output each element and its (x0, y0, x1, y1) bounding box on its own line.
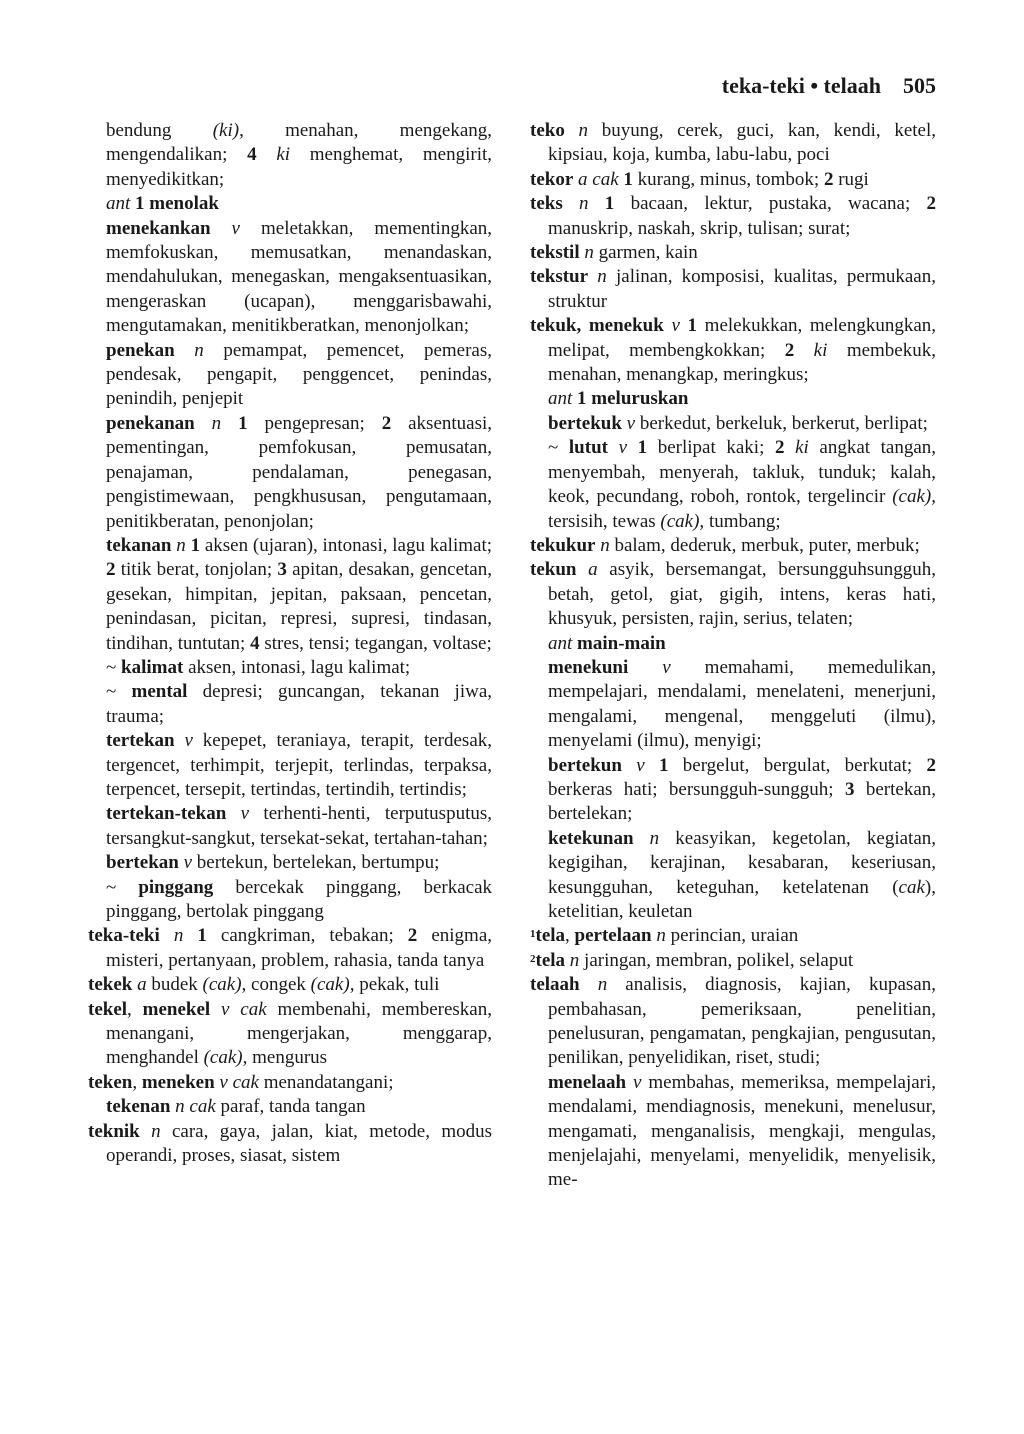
definition-text (565, 120, 579, 141)
label: n (597, 266, 607, 288)
label: ant (548, 388, 573, 410)
label: v cak (219, 1071, 259, 1093)
definition-text: congek (246, 974, 311, 996)
headword: tekun (530, 559, 577, 581)
definition-text: budek (146, 974, 203, 996)
definition-text: aksen, intonasi, lagu kalimat; (183, 656, 411, 678)
dictionary-entry (530, 827, 936, 925)
label: n (173, 925, 184, 947)
headword: tekek (88, 974, 133, 996)
definition-text (175, 340, 195, 361)
headword: penekanan (106, 412, 195, 434)
definition-text (210, 999, 221, 1020)
definition-text: bendung (106, 120, 213, 141)
headword: bertekan (106, 852, 179, 874)
headword: teken (88, 1071, 133, 1093)
definition-text: kurang, minus, tombok; (632, 168, 824, 190)
headword: 2 (407, 925, 418, 947)
dictionary-entry (530, 973, 936, 1071)
label: ki (813, 339, 828, 361)
definition-text (628, 657, 662, 678)
dictionary-entry (88, 851, 492, 875)
headword: 2 (381, 412, 392, 434)
label: ant (106, 193, 131, 215)
headword: tekstil (530, 242, 580, 264)
headword: lutut (568, 437, 608, 459)
headword: 1 (687, 315, 698, 337)
definition-text: melekukkan, melengkungkan, melipat, membengkokkan; (548, 315, 937, 361)
definition-text (580, 974, 598, 995)
definition-text: apitan, desakan, gencetan, gesekan, himpitan, jepitan, paksaan, pencetan, penindasan, picitan, represi, supresi, tindasan, tindihan, tuntutan; (106, 559, 492, 654)
headword: teknik (88, 1120, 140, 1142)
definition-text: cangkriman, tebakan; (206, 925, 408, 947)
definition-text (226, 803, 240, 824)
definition-text: bacaan, lektur, pustaka, wacana; (614, 193, 927, 215)
definition-text (257, 144, 277, 165)
definition-text: membenahi, membereskan, menangani, mengerjakan, menggarap, menghandel (106, 998, 492, 1069)
definition-text: paraf, tanda tangan (215, 1096, 366, 1118)
headword: 1 (658, 754, 669, 776)
page-number: 505 (903, 73, 936, 98)
label: v (626, 412, 636, 434)
left-column (88, 119, 492, 1168)
definition-text: rugi (833, 168, 869, 190)
definition-text: bertekan, bertelekan; (548, 778, 936, 825)
definition-text (140, 1121, 151, 1142)
headword: bertekuk (548, 412, 622, 434)
dictionary-entry (530, 265, 936, 314)
dictionary-entry (530, 412, 936, 436)
label: v (633, 1071, 642, 1093)
definition-text: tumbang; (704, 510, 781, 532)
headword: 1 meluruskan (577, 388, 689, 410)
definition-text (221, 413, 238, 434)
definition-text (626, 1072, 633, 1093)
headword: 2 (926, 193, 937, 215)
definition-text: menghemat, mengirit, menyedikitkan; (106, 144, 492, 190)
definition-text: balam, dederuk, merbuk, puter, merbuk; (609, 534, 920, 556)
dictionary-entry (530, 1071, 936, 1193)
definition-text: aksentuasi, pementingan, pemfokusan, pemusatan, penajaman, pendalaman, penegasan, pengistimewaan, pengkhususan, pengutamaan, penitikberatan, penonjolan; (106, 412, 493, 532)
label: n (176, 534, 186, 556)
definition-text: titik berat, tonjolan; (115, 559, 278, 581)
definition-text: meletakkan, mementingkan, memfokuskan, memusatkan, menandaskan, mendahulukan, menegaskan, mengaksentuasikan, mengeraskan (ucapan), menggarisbawahi, mengutamakan, menitikberatkan, menonjolkan; (106, 217, 492, 337)
definition-text: berkeras hati; bersungguh-sungguh; (548, 778, 845, 800)
dictionary-entry (88, 998, 492, 1071)
definition-text (634, 828, 650, 849)
label: (cak), (310, 974, 355, 996)
label: v cak (221, 998, 267, 1020)
definition-text: pengepresan; (247, 412, 382, 434)
dictionary-entry (88, 680, 492, 729)
label: v (231, 217, 240, 239)
label: n (600, 534, 610, 556)
label: n (194, 339, 204, 361)
headword: ketekunan (548, 827, 634, 849)
dictionary-entry (530, 558, 936, 631)
definition-text (211, 218, 232, 239)
dictionary-entry (88, 876, 492, 925)
headword: 1 (637, 437, 648, 459)
definition-text: analisis, diagnosis, kajian, kupasan, pembahasan, pemeriksaan, penelitian, penelusuran, pengamatan, pengkajian, pengusutan, penilikan, penyelidikan, riset, studi; (548, 974, 936, 1069)
headword: 3 (844, 778, 855, 800)
definition-text: , (132, 1071, 142, 1093)
headword: teko (530, 120, 565, 141)
dictionary-entry (88, 192, 492, 216)
label: (cak), (203, 1047, 248, 1069)
label: v (240, 803, 250, 825)
headword: tekstur (530, 266, 589, 288)
definition-text (627, 437, 638, 458)
label: n (578, 120, 589, 141)
headword: teks (530, 193, 563, 215)
headword: pertelaan (574, 925, 652, 947)
label: n (151, 1120, 161, 1142)
dictionary-entry (530, 949, 936, 973)
dictionary-entry (88, 217, 492, 339)
headword: 2 (926, 754, 937, 776)
definition-text: ~ (548, 437, 569, 459)
label: a cak (578, 168, 619, 190)
definition-text: menahan, mengekang, mengendalikan; (106, 120, 493, 166)
label: n (656, 925, 666, 947)
dictionary-entry (530, 192, 936, 241)
definition-text: kepepet, teraniaya, terapit, terdesak, tergencet, terhimpit, terjepit, terlindas, terpaksa, terpencet, tersepit, tertindas, tertindih, tertindis; (106, 730, 492, 800)
definition-text: aksen (ujaran), intonasi, lagu kalimat; (200, 534, 493, 556)
label: (ki), (212, 120, 244, 141)
headword: 3 (277, 559, 287, 581)
definition-text (175, 730, 185, 751)
definition-text: buyung, cerek, guci, kan, kendi, ketel, kipsiau, koja, kumba, labu-labu, poci (548, 120, 936, 166)
headword: 1 menolak (135, 193, 219, 215)
definition-text: mengurus (247, 1047, 328, 1069)
definition-text (680, 315, 688, 336)
headword: tekuk, menekuk (530, 315, 664, 337)
label: v (636, 754, 645, 776)
definition-text: pekak, tuli (354, 974, 440, 996)
dictionary-entry (88, 412, 492, 534)
headword: kalimat (121, 656, 184, 678)
label: n cak (175, 1096, 216, 1118)
dictionary-entry (88, 1095, 492, 1119)
definition-text: stres, tensi; tegangan, voltase; (259, 632, 492, 654)
headword: pinggang (138, 876, 214, 898)
definition-text: terhenti-henti, terputusputus, tersangkut-sangkut, tersekat-sekat, tertahan-tahan; (106, 803, 493, 849)
definition-text: asyik, bersemangat, bersungguhsungguh, betah, getol, giat, gigih, intens, keras hati, khusyuk, persisten, rajin, serius, telaten; (548, 559, 936, 630)
label: n (584, 242, 594, 264)
dictionary-entry (530, 119, 936, 168)
dictionary-entry (530, 241, 936, 265)
label: ant (548, 632, 573, 654)
headword: menekuni (548, 656, 629, 678)
headword: menelaah (548, 1071, 627, 1093)
headword: 1 (623, 168, 633, 190)
headword: 1 (604, 193, 615, 215)
dictionary-entry (88, 534, 492, 656)
headword: telaah (530, 974, 580, 996)
headword: teka-teki (88, 925, 160, 947)
label: v (184, 730, 193, 752)
headword: 1 (238, 412, 248, 434)
label: n (649, 827, 660, 849)
definition-text (195, 413, 212, 434)
definition-text (160, 925, 174, 946)
headword: 4 (250, 632, 260, 654)
definition-text (784, 437, 795, 458)
definition-text: berkedut, berkeluk, berkerut, berlipat; (635, 412, 928, 434)
running-header (722, 73, 936, 99)
running-head: teka-teki • telaah (721, 73, 881, 98)
headword: 1 (197, 925, 207, 947)
headword: menekankan (106, 217, 211, 239)
headword: tela (535, 949, 566, 971)
dictionary-entry (530, 314, 936, 387)
definition-text: bertekun, bertelekan, bertumpu; (192, 852, 440, 874)
headword: 2 (774, 437, 785, 459)
right-column (530, 119, 936, 1193)
homograph-number: 2 (530, 952, 536, 965)
definition-text (794, 340, 813, 361)
definition-text: memahami, memedulikan, mempelajari, mendalami, menelateni, menerjuni, mengalami, mengenal, menggeluti (ilmu), menyelami (ilmu), menyigi; (548, 656, 936, 752)
definition-text (588, 266, 597, 287)
definition-text: membekuk, menahan, menangkap, meringkus; (548, 339, 936, 386)
definition-text: garmen, kain (593, 242, 698, 264)
headword: tekel (88, 998, 128, 1020)
label: v (671, 315, 680, 337)
headword: 4 (247, 144, 257, 166)
dictionary-entry (88, 656, 492, 680)
headword: tela (535, 925, 566, 947)
dictionary-entry (530, 632, 936, 656)
dictionary-entry (88, 924, 492, 973)
label: (cak), (892, 486, 936, 508)
dictionary-entry (88, 339, 492, 412)
dictionary-entry (530, 534, 936, 558)
headword: 2 (784, 339, 795, 361)
label: a (137, 974, 147, 996)
headword: tekor (530, 168, 574, 190)
label: ki (276, 144, 291, 166)
dictionary-entry (530, 387, 936, 411)
definition-text: depresi; guncangan, tekanan jiwa, trauma; (106, 681, 493, 727)
definition-text: manuskrip, naskah, skrip, tulisan; surat; (548, 217, 851, 239)
definition-text: ~ (106, 876, 139, 898)
headword: bertekun (548, 754, 622, 776)
definition-text: pemampat, pemencet, pemeras, pendesak, pengapit, penggencet, penindas, penindih, penjepit (106, 339, 492, 410)
label: n (569, 949, 580, 971)
label: v (662, 656, 671, 678)
dictionary-entry (530, 924, 936, 948)
headword: menekel (142, 998, 211, 1020)
dictionary-entry (530, 754, 936, 827)
definition-text: ~ (106, 681, 132, 703)
definition-text: tersisih, tewas (548, 510, 661, 532)
label: n (597, 974, 608, 996)
headword: 2 (823, 168, 834, 190)
definition-text (589, 193, 605, 214)
headword: tekanan (106, 534, 172, 556)
homograph-number: 1 (530, 928, 536, 941)
definition-text: cara, gaya, jalan, kiat, metode, modus operandi, proses, siasat, sistem (106, 1120, 492, 1167)
dictionary-entry (88, 119, 492, 192)
definition-text (183, 925, 197, 946)
headword: meneken (141, 1071, 215, 1093)
dictionary-entry (530, 436, 936, 534)
definition-text: enigma, misteri, pertanyaan, problem, rahasia, tanda tanya (106, 925, 492, 971)
headword: 2 (106, 559, 116, 581)
label: v (618, 437, 628, 459)
definition-text: bercekak pinggang, berkacak pinggang, bertolak pinggang (106, 876, 492, 922)
definition-text: jaringan, membran, polikel, selaput (579, 949, 854, 971)
definition-text: , (127, 998, 143, 1020)
headword: 1 (190, 534, 201, 556)
label: v (183, 852, 193, 874)
definition-text: keasyikan, kegetolan, kegiatan, kegigihan, kerajinan, kesabaran, keseriusan, kesungguhan, keteguhan, ketelatenan ( (548, 827, 937, 898)
definition-text: angkat tangan, menyembah, menyerah, takluk, tunduk; kalah, keok, pecundang, roboh, rontok, tergelincir (548, 437, 937, 508)
headword: tekukur (530, 534, 596, 556)
definition-text: perincian, uraian (665, 925, 799, 947)
dictionary-entry (88, 802, 492, 851)
headword: tertekan-tekan (106, 803, 227, 825)
definition-text: ~ (106, 656, 122, 678)
dictionary-entry (88, 1071, 492, 1095)
dictionary-entry (88, 1120, 492, 1169)
dictionary-entry (88, 973, 492, 997)
label: cak (898, 876, 925, 898)
definition-text (645, 755, 659, 776)
headword: penekan (106, 339, 175, 361)
definition-text: , (565, 925, 575, 947)
label: n (579, 193, 589, 215)
dictionary-entry (530, 168, 936, 192)
definition-text (622, 755, 636, 776)
headword: mental (131, 681, 188, 703)
label: (cak), (202, 974, 247, 996)
definition-text: berlipat kaki; (647, 437, 775, 459)
definition-text (576, 559, 588, 580)
dictionary-entry (530, 656, 936, 754)
definition-text: jalinan, komposisi, kualitas, permukaan, struktur (548, 266, 936, 312)
dictionary-entry (88, 729, 492, 802)
headword: main-main (577, 632, 666, 654)
label: ki (795, 437, 809, 459)
label: n (211, 412, 222, 434)
definition-text: ), ketelitian, keuletan (548, 876, 936, 922)
definition-text: membahas, memeriksa, mempelajari, mendalami, mendiagnosis, menekuni, menelusur, mengamati, menganalisis, mengkaji, mengulas, menjelajahi, menyelami, menyelidik, menyelisik, me- (548, 1071, 937, 1191)
definition-text: menandatangani; (258, 1071, 394, 1093)
label: (cak), (660, 510, 705, 532)
definition-text (608, 437, 619, 458)
definition-text (563, 193, 579, 214)
headword: tekenan (106, 1096, 171, 1118)
headword: tertekan (106, 730, 175, 752)
definition-text: bergelut, bergulat, berkutat; (668, 754, 927, 776)
label: a (588, 559, 598, 581)
